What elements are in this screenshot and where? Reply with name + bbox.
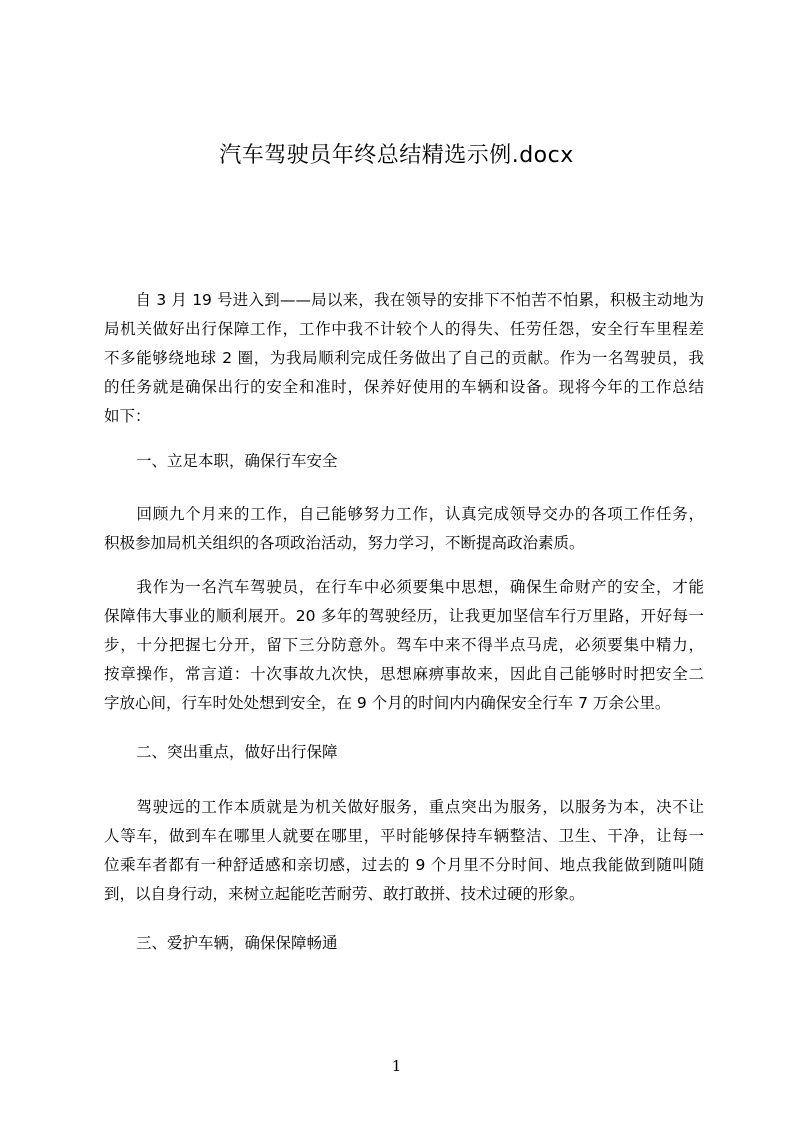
paragraph-line: 按章操作，常言道：十次事故九次快，思想麻痹事故来，因此自己能够时时把安全二 [104, 665, 704, 683]
paragraph-line: 位乘车者都有一种舒适感和亲切感，过去的 9 个月里不分时间、地点我能做到随叫随 [104, 856, 704, 874]
section-heading-2: 二、突出重点，做好出行保障 [136, 743, 338, 761]
paragraph-line: 积极参加局机关组织的各项政治活动，努力学习，不断提高政治素质。 [104, 534, 585, 552]
paragraph-review [104, 500, 704, 558]
paragraph-line: 回顾九个月来的工作，自己能够努力工作，认真完成领导交办的各项工作任务， [104, 505, 704, 523]
paragraph-line: 自 3 月 19 号进入到——局以来，我在领导的安排下不怕苦不怕累，积极主动地为 [104, 291, 704, 309]
section-heading-1: 一、立足本职，确保行车安全 [136, 452, 338, 470]
paragraph-line: 不多能够绕地球 2 圈，为我局顺利完成任务做出了自己的贡献。作为一名驾驶员，我 [104, 349, 704, 367]
paragraph-intro [104, 286, 704, 431]
paragraph-line: 局机关做好出行保障工作，工作中我不计较个人的得失、任劳任怨，安全行车里程差 [104, 320, 704, 338]
paragraph-line: 的任务就是确保出行的安全和准时，保养好使用的车辆和设备。现将今年的工作总结 [104, 378, 704, 396]
paragraph-line: 人等车，做到车在哪里人就要在哪里，平时能够保持车辆整洁、卫生、干净，让每一 [104, 827, 704, 845]
page-number: 1 [391, 1057, 402, 1075]
paragraph-line: 字放心间，行车时处处想到安全，在 9 个月的时间内内确保安全行车 7 万余公里。 [104, 694, 671, 712]
paragraph-safety [104, 573, 704, 718]
paragraph-service [104, 793, 704, 909]
paragraph-line: 如下： [104, 407, 151, 425]
paragraph-line: 保障伟大事业的顺利展开。20 多年的驾驶经历，让我更加坚信车行万里路，开好每一 [104, 607, 704, 625]
document-title: 汽车驾驶员年终总结精选示例.docx [219, 143, 574, 168]
paragraph-line: 步，十分把握七分开，留下三分防意外。驾车中来不得半点马虎，必须要集中精力， [104, 636, 704, 654]
section-heading-3: 三、爱护车辆，确保保障畅通 [136, 934, 338, 952]
paragraph-line: 到，以自身行动，来树立起能吃苦耐劳、敢打敢拼、技术过硬的形象。 [104, 885, 585, 903]
paragraph-line: 我作为一名汽车驾驶员，在行车中必须要集中思想，确保生命财产的安全，才能 [104, 578, 704, 596]
paragraph-line: 驾驶远的工作本质就是为机关做好服务，重点突出为服务，以服务为本，决不让 [104, 798, 704, 816]
